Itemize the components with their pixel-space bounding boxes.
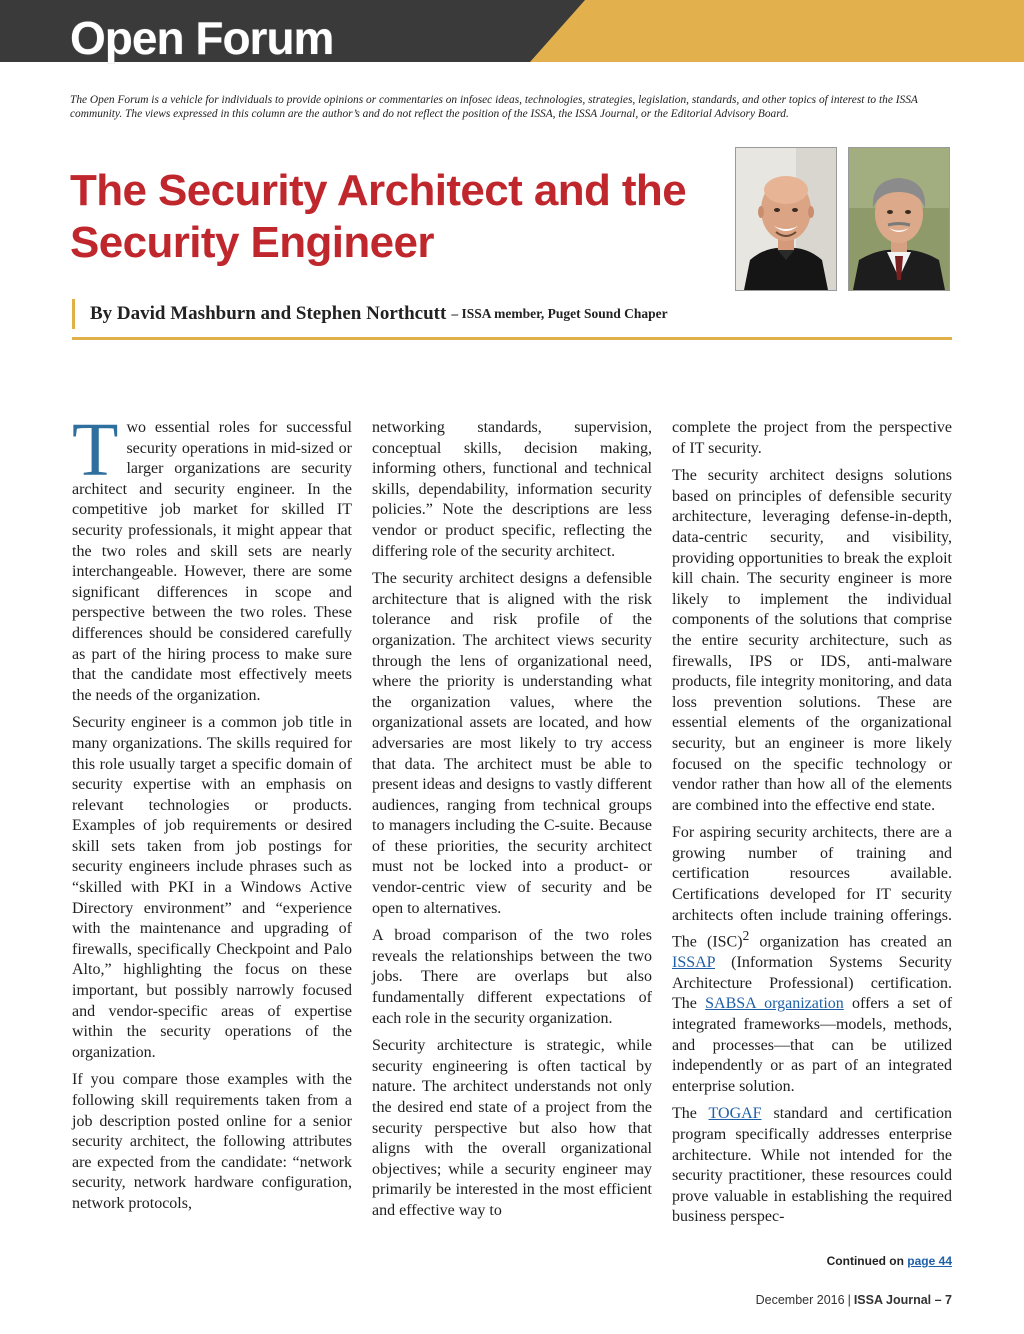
col3-p3-text-b: organization has created an [749,933,952,951]
sabsa-link[interactable]: SABSA organization [705,995,844,1013]
page-footer [756,1293,952,1307]
issap-link[interactable]: ISSAP [672,954,715,972]
article-title-line1: The Security Architect and the [70,166,687,215]
col3-paragraph-2: The security architect designs solutions based on principles of defensible security architecture, leveraging defense-in-depth, data-centric security, and visibility, providing opportunities to break the exploit kill chain. The security engineer is more likely to implement the individual components of the solutions that comprise the entire security architecture, such as firewalls, IPS or IDS, anti-malware products, file integrity monitoring, and data loss prevention solutions. These are essential elements of the organizational security, but an engineer is more likely focused on the specific technology or vendor rather than how all of the elements are combined into the effective end state. [672,467,952,814]
col1-p1-text: wo essential roles for successful security operations in mid-sized or larger organizations are security architect and security engineer. In the competitive job market for skilled IT security professionals, it might appear that the two roles and skill sets are nearly interchangeable. However, there are some significant differences in scope and perspective between the two roles. These differences should be considered carefully as part of the hiring process to make sure that the candidate most effectively meets the needs of the organization. [72,419,352,704]
byline [72,299,952,329]
col1-paragraph-2: Security engineer is a common job title in many organizations. The skills required for this role usually target a specific domain of security expertise with an emphasis on relevant technologies or products. Examples of job requirements or desired skill sets taken from job postings for security engineers include phrases such as “skilled with PKI in a Windows Active Directory environment” and “experience with the maintenance and upgrading of firewalls, specifically Checkpoint and Palo Alto,” highlighting the focus on these important, but possibly narrowly focused and vendor-specific areas of expertise within the security operations of the organization. [72,714,352,1061]
article-title-line2: Security Engineer [70,218,434,267]
drop-cap: T [72,408,119,492]
column-2 [372,418,652,1229]
col1-paragraph-3: If you compare those examples with the following skill requirements taken from a job description posted online for a senior security architect, the following attributes are expected from the candidate: “network security, network hardware configuration, network protocols, [72,1071,352,1212]
article-title [70,165,720,269]
open-forum-intro: The Open Forum is a vehicle for individuals to provide opinions or commentaries on infosec ideas, technologies, strategies, legislation, standards, and other topics of interest to the ISSA community. The views expressed in this column are the author’s and do not reflect the position of the ISSA, the ISSA Journal, or the Editorial Advisory Board. [70,94,918,120]
section-banner [0,0,1024,62]
col3-p4-text-a: The [672,1105,709,1123]
col2-paragraph-2: The security architect designs a defensible architecture that is aligned with the risk tolerance and risk profile of the organization. The architect views security through the lens of organizational need, where the priority is understanding what the organization values, where the organizational assets are located, and how adversaries are most likely to try access that data. The architect must be able to present ideas and designs to vastly different audiences, ranging from technical groups to managers including the C-suite. Because of these priorities, the security architect must not be locked into a product- or vendor-centric view of security and be open to alternatives. [372,570,652,917]
col3-p3-text-d: offers a set of integrated frameworks—models, methods, and processes—that can be utilized independently or as part of an integrated enterprise solution. [672,995,953,1095]
author-photo-1 [735,147,837,291]
byline-rule [72,337,952,340]
byline-authors: By David Mashburn and Stephen Northcutt [90,303,447,324]
bald-man-portrait-icon [736,148,836,290]
footer-journal-page: ISSA Journal – 7 [853,1293,952,1307]
footer-separator: | [847,1293,851,1307]
col2-paragraph-4: Security architecture is strategic, while security engineering is often tactical by nature. The architect understands not only the desired end state of a project from the security perspective but also how that aligns with the overall organizational objectives; while a security engineer may primarily be interested in the most efficient and effective way to [372,1037,652,1219]
author-photo-2 [848,147,950,291]
col2-paragraph-1: networking standards, supervision, conceptual skills, decision making, informing others, functional and technical skills, dependability, information security policies.” Note the descriptions are less vendor or product specific, reflecting the differing role of the security architect. [372,419,652,560]
section-title: Open Forum [70,12,334,64]
col3-p3-text-c: (Information Systems Security Architecture Professional) certification. The [672,954,952,1013]
col3-p3-text-a: For aspiring security architects, there are a growing number of training and certification resources available. Certifications developed for IT security architects often include training offerings. The (ISC) [672,824,952,951]
footer-date: December 2016 [755,1293,845,1307]
continued-page-link[interactable]: page 44 [907,1254,952,1268]
continued-note [827,1254,952,1268]
col2-paragraph-3: A broad comparison of the two roles reveals the relationships between the two jobs. There are overlaps but also fundamentally different expectations of each role in the security organization. [372,927,652,1027]
togaf-link[interactable]: TOGAF [708,1105,762,1123]
superscript-2: 2 [742,928,750,944]
col1-paragraph-1 [72,408,352,706]
col3-paragraph-3 [672,823,952,1097]
column-1 [72,408,352,1222]
col3-paragraph-4 [672,1104,952,1228]
byline-affiliation: – ISSA member, Puget Sound Chaper [451,306,668,321]
gray-haired-man-portrait-icon [849,148,949,290]
col3-p4-text-b: standard and certification program specifically addresses enterprise architecture. While not intended for the security practitioner, these resources could prove valuable in establishing the required business perspec- [672,1105,952,1226]
continued-label: Continued on [826,1254,908,1268]
col3-paragraph-1: complete the project from the perspective of IT security. [672,419,952,457]
column-3 [672,418,952,1235]
